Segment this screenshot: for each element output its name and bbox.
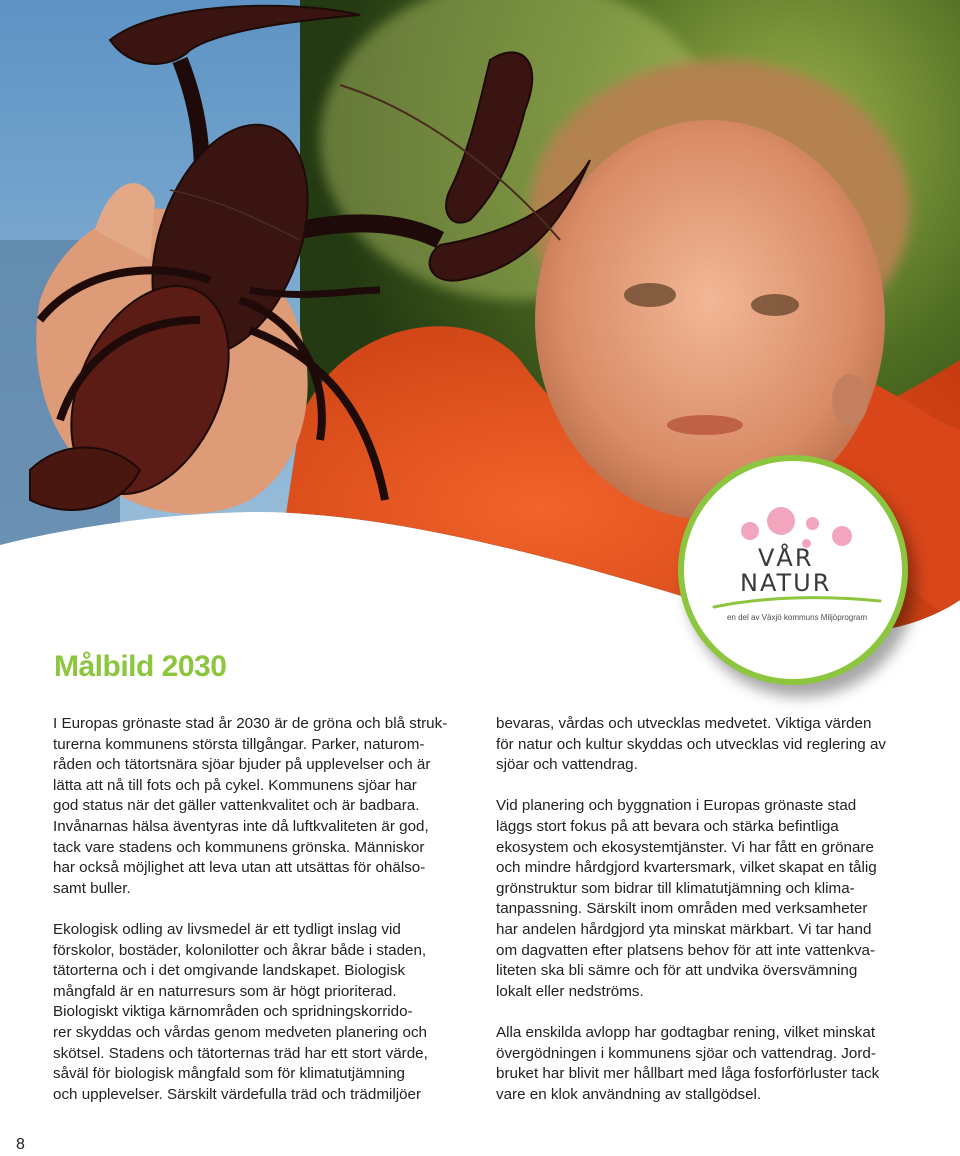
text-line: ekosystem och ekosystemtjänster. Vi har fått en grönare [496, 838, 874, 856]
body-paragraph [496, 714, 916, 776]
left-column [53, 714, 463, 1105]
text-line: läggs stort fokus på att bevara och stärka befintliga [496, 817, 839, 835]
text-line: och mindre hårdgjord kvartersmark, vilket skapat en tålig [496, 859, 877, 877]
body-paragraph [496, 796, 916, 1002]
text-line: övergödningen i kommunens sjöar och vattendrag. Jord- [496, 1044, 876, 1062]
page-number: 8 [16, 1136, 25, 1153]
logo-swoosh-icon [712, 595, 882, 611]
logo-dot-icon [832, 526, 852, 546]
text-line: förskolor, bostäder, kolonilotter och åkrar både i staden, [53, 941, 427, 959]
text-line: sjöar och vattendrag. [496, 756, 638, 774]
body-paragraph [496, 1023, 916, 1105]
text-line: lokalt eller nedströms. [496, 982, 644, 1000]
text-line: om dagvatten efter platsens behov för att inte vattenkva- [496, 941, 876, 959]
logo-word-var: VÅR [758, 544, 814, 572]
text-line: vare en klok användning av stallgödsel. [496, 1085, 762, 1103]
text-line: och upplevelser. Särskilt värdefulla träd och trädmiljöer [53, 1085, 422, 1103]
text-line: Ekologisk odling av livsmedel är ett tydligt inslag vid [53, 920, 401, 938]
page-title: Målbild 2030 [54, 650, 227, 683]
text-line: tätorterna och i det omgivande landskapet. Biologisk [53, 962, 406, 980]
logo-dot-icon [741, 522, 759, 540]
logo-word-natur: NATUR [740, 569, 832, 597]
text-line: liteten ska bli sämre och för att undvika översvämning [496, 962, 858, 980]
right-column [496, 714, 916, 1105]
text-line: bruket har blivit mer hållbart med låga fosforförluster tack [496, 1065, 880, 1083]
text-line: rer skyddas och vårdas genom medveten planering och [53, 1023, 427, 1041]
text-line: för natur och kultur skyddas och utvecklas vid reglering av [496, 735, 887, 753]
text-line: grönstruktur som bidrar till klimatutjämning och klima- [496, 879, 855, 897]
text-line: skötsel. Stadens och tätorternas träd har ett stort värde, [53, 1044, 428, 1062]
text-line: Vid planering och byggnation i Europas grönaste stad [496, 797, 857, 815]
text-line: I Europas grönaste stad år 2030 är de gröna och blå struk- [53, 715, 448, 732]
text-line: samt buller. [53, 879, 131, 897]
text-line: bevaras, vårdas och utvecklas medvetet. Viktiga värden [496, 715, 872, 732]
text-line: har andelen hårdgjord yta minskat märkbart. Vi tar hand [496, 920, 872, 938]
text-line: har också möjlighet att leva utan att utsättas för ohälso- [53, 859, 426, 877]
var-natur-logo [678, 455, 908, 685]
text-line: tanpassning. Särskilt inom områden med verksamheter [496, 900, 868, 918]
text-line: såväl för biologisk mångfald som för klimatutjämning [53, 1065, 405, 1083]
text-line: Invånarnas hälsa äventyras inte då luftkvaliteten är god, [53, 817, 429, 835]
body-paragraph [53, 714, 463, 899]
logo-subline: en del av Växjö kommuns Miljöprogram [726, 613, 868, 622]
text-line: turerna kommunens största tillgångar. Parker, naturom- [53, 735, 425, 753]
body-paragraph [53, 920, 463, 1105]
text-line: tack vare stadens och kommunens grönska. Människor [53, 838, 425, 856]
logo-dot-icon [806, 517, 819, 530]
text-line: mångfald är en naturresurs som är högt prioriterad. [53, 982, 397, 1000]
text-line: Alla enskilda avlopp har godtagbar rening, vilket minskat [496, 1023, 876, 1041]
logo-dot-icon [767, 507, 795, 535]
text-line: råden och tätortsnära sjöar bjuder på upplevelser och är [53, 756, 431, 774]
text-line: lätta att nå till fots och på cykel. Kommunens sjöar har [53, 776, 417, 794]
text-line: god status när det gäller vattenkvalitet och är badbara. [53, 797, 420, 815]
text-line: Biologiskt viktiga kärnområden och spridningskorrido- [53, 1003, 413, 1021]
